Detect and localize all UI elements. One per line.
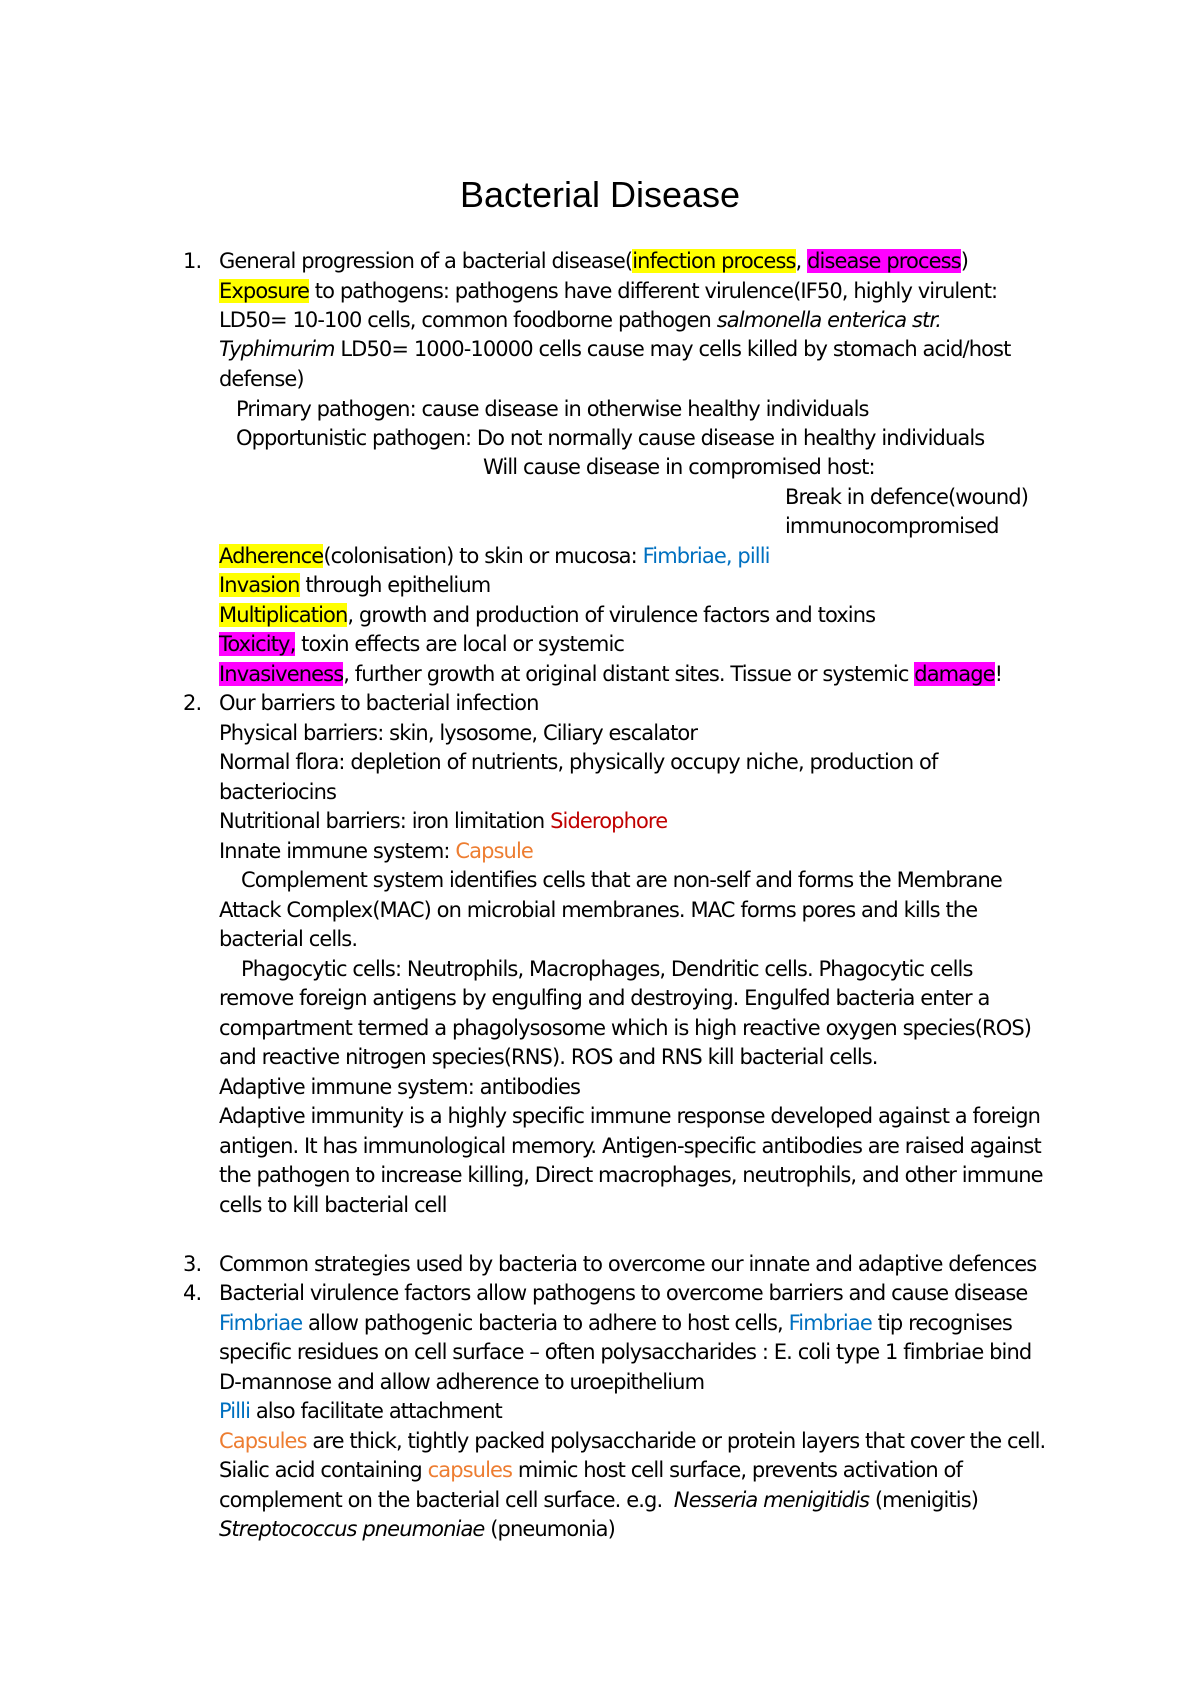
complement-line-3: bacterial cells. xyxy=(219,927,358,951)
adaptive-immunity-line-1: Adaptive immunity is a highly specific immune response developed against a foreign xyxy=(219,1104,1041,1128)
text-span: complement on the bacterial cell surface. e.g. xyxy=(219,1488,674,1512)
list-number-3: 3. xyxy=(183,1252,202,1276)
nutritional-barriers-line xyxy=(219,806,667,836)
break-in-defence-line: Break in defence(wound) xyxy=(785,485,1029,509)
exposure-line xyxy=(219,276,997,306)
text-span: Nutritional barriers: iron limitation xyxy=(219,809,551,833)
multiplication-line xyxy=(219,600,875,630)
adherence-line xyxy=(219,541,770,571)
highlight-infection-process: infection process xyxy=(632,249,796,273)
highlight-toxicity: Toxicity, xyxy=(219,632,296,656)
page-title: Bacterial Disease xyxy=(459,174,741,215)
fimbriae-line-2: specific residues on cell surface – often polysaccharides : E. coli type 1 fimbriae bind xyxy=(219,1340,1032,1364)
text-span: to pathogens: pathogens have different virulence(IF50, highly virulent: xyxy=(309,279,998,303)
invasion-line xyxy=(219,570,490,600)
fimbriae-line-1 xyxy=(219,1308,1012,1338)
complement-line-2: Attack Complex(MAC) on microbial membranes. MAC forms pores and kills the xyxy=(219,898,978,922)
primary-pathogen-line: Primary pathogen: cause disease in otherwise healthy individuals xyxy=(236,397,869,421)
blue-term: Fimbriae, pilli xyxy=(642,544,770,568)
capsules-line-3 xyxy=(219,1485,978,1515)
text-span: Innate immune system: xyxy=(219,839,456,863)
orange-term: Capsule xyxy=(455,839,533,863)
red-term: Siderophore xyxy=(550,809,668,833)
text-span: are thick, tightly packed polysaccharide or protein layers that cover the cell. xyxy=(306,1429,1046,1453)
text-span: (menigitis) xyxy=(869,1488,979,1512)
text-span: LD50= 10-100 cells, common foodborne pathogen xyxy=(219,308,717,332)
section-4-heading: Bacterial virulence factors allow pathogens to overcome barriers and cause disease xyxy=(219,1281,1028,1305)
list-number-2: 2. xyxy=(183,691,202,715)
text-span: (pneumonia) xyxy=(484,1517,615,1541)
section-1-heading xyxy=(219,246,968,276)
text-span: through epithelium xyxy=(299,573,491,597)
list-number-4: 4. xyxy=(183,1281,202,1305)
blue-term: Pilli xyxy=(219,1399,251,1423)
phagocytic-line-1: Phagocytic cells: Neutrophils, Macrophages, Dendritic cells. Phagocytic cells xyxy=(241,957,973,981)
orange-term: capsules xyxy=(427,1458,513,1482)
opportunistic-pathogen-line: Opportunistic pathogen: Do not normally cause disease in healthy individuals xyxy=(236,426,985,450)
defense-line: defense) xyxy=(219,367,304,391)
text-span: , xyxy=(795,249,808,273)
highlight-exposure: Exposure xyxy=(219,279,310,303)
phagocytic-line-3: compartment termed a phagolysosome which is high reactive oxygen species(ROS) xyxy=(219,1016,1032,1040)
adaptive-immunity-line-4: cells to kill bacterial cell xyxy=(219,1193,447,1217)
invasiveness-line xyxy=(219,659,1002,689)
typhimurim-line xyxy=(219,334,1010,364)
list-number-1: 1. xyxy=(183,249,202,273)
text-span: also facilitate attachment xyxy=(250,1399,502,1423)
phagocytic-line-4: and reactive nitrogen species(RNS). ROS and RNS kill bacterial cells. xyxy=(219,1045,878,1069)
text-span: , further growth at original distant sites. Tissue or systemic xyxy=(343,662,915,686)
capsules-line-4 xyxy=(219,1514,615,1544)
adaptive-immunity-line-2: antigen. It has immunological memory. Antigen-specific antibodies are raised against xyxy=(219,1134,1041,1158)
physical-barriers-line: Physical barriers: skin, lysosome, Ciliary escalator xyxy=(219,721,698,745)
adaptive-immunity-line-3: the pathogen to increase killing, Direct macrophages, neutrophils, and other immune xyxy=(219,1163,1043,1187)
complement-line-1: Complement system identifies cells that are non-self and forms the Membrane xyxy=(241,868,1002,892)
italic-species: Nesseria menigitidis xyxy=(673,1488,870,1512)
ld50-line xyxy=(219,305,941,335)
highlight-disease-process: disease process xyxy=(807,249,961,273)
orange-term: Capsules xyxy=(219,1429,307,1453)
capsules-line-2 xyxy=(219,1455,962,1485)
text-span: allow pathogenic bacteria to adhere to host cells, xyxy=(302,1311,789,1335)
bacteriocins-line: bacteriocins xyxy=(219,780,337,804)
phagocytic-line-2: remove foreign antigens by engulfing and destroying. Engulfed bacteria enter a xyxy=(219,986,990,1010)
compromised-host-line: Will cause disease in compromised host: xyxy=(483,455,875,479)
section-2-heading: Our barriers to bacterial infection xyxy=(219,691,539,715)
highlight-adherence: Adherence xyxy=(219,544,324,568)
text-span: mimic host cell surface, prevents activation of xyxy=(512,1458,962,1482)
innate-immune-line xyxy=(219,836,533,866)
text-span: tip recognises xyxy=(871,1311,1012,1335)
text-span: General progression of a bacterial disease( xyxy=(219,249,633,273)
text-span: , growth and production of virulence factors and toxins xyxy=(347,603,876,627)
immunocompromised-line: immunocompromised xyxy=(785,514,999,538)
italic-species: Typhimurim xyxy=(219,337,335,361)
normal-flora-line: Normal flora: depletion of nutrients, physically occupy niche, production of xyxy=(219,750,938,774)
blue-term: Fimbriae xyxy=(219,1311,303,1335)
blue-term: Fimbriae xyxy=(788,1311,872,1335)
italic-species: Streptococcus pneumoniae xyxy=(219,1517,485,1541)
pilli-line xyxy=(219,1396,502,1426)
text-span: ! xyxy=(994,662,1003,686)
highlight-multiplication: Multiplication xyxy=(219,603,348,627)
toxicity-line xyxy=(219,629,624,659)
highlight-invasion: Invasion xyxy=(219,573,300,597)
section-3-heading: Common strategies used by bacteria to overcome our innate and adaptive defences xyxy=(219,1252,1037,1276)
capsules-line-1 xyxy=(219,1426,1045,1456)
italic-species: salmonella enterica str. xyxy=(716,308,941,332)
text-span: Sialic acid containing xyxy=(219,1458,428,1482)
highlight-damage: damage xyxy=(914,662,995,686)
text-span: (colonisation) to skin or mucosa: xyxy=(323,544,643,568)
fimbriae-line-3: D-mannose and allow adherence to uroepithelium xyxy=(219,1370,705,1394)
adaptive-immune-line: Adaptive immune system: antibodies xyxy=(219,1075,581,1099)
text-span: LD50= 1000-10000 cells cause may cells killed by stomach acid/host xyxy=(334,337,1011,361)
highlight-invasiveness: Invasiveness xyxy=(219,662,344,686)
text-span: toxin effects are local or systemic xyxy=(295,632,625,656)
text-span: ) xyxy=(960,249,969,273)
